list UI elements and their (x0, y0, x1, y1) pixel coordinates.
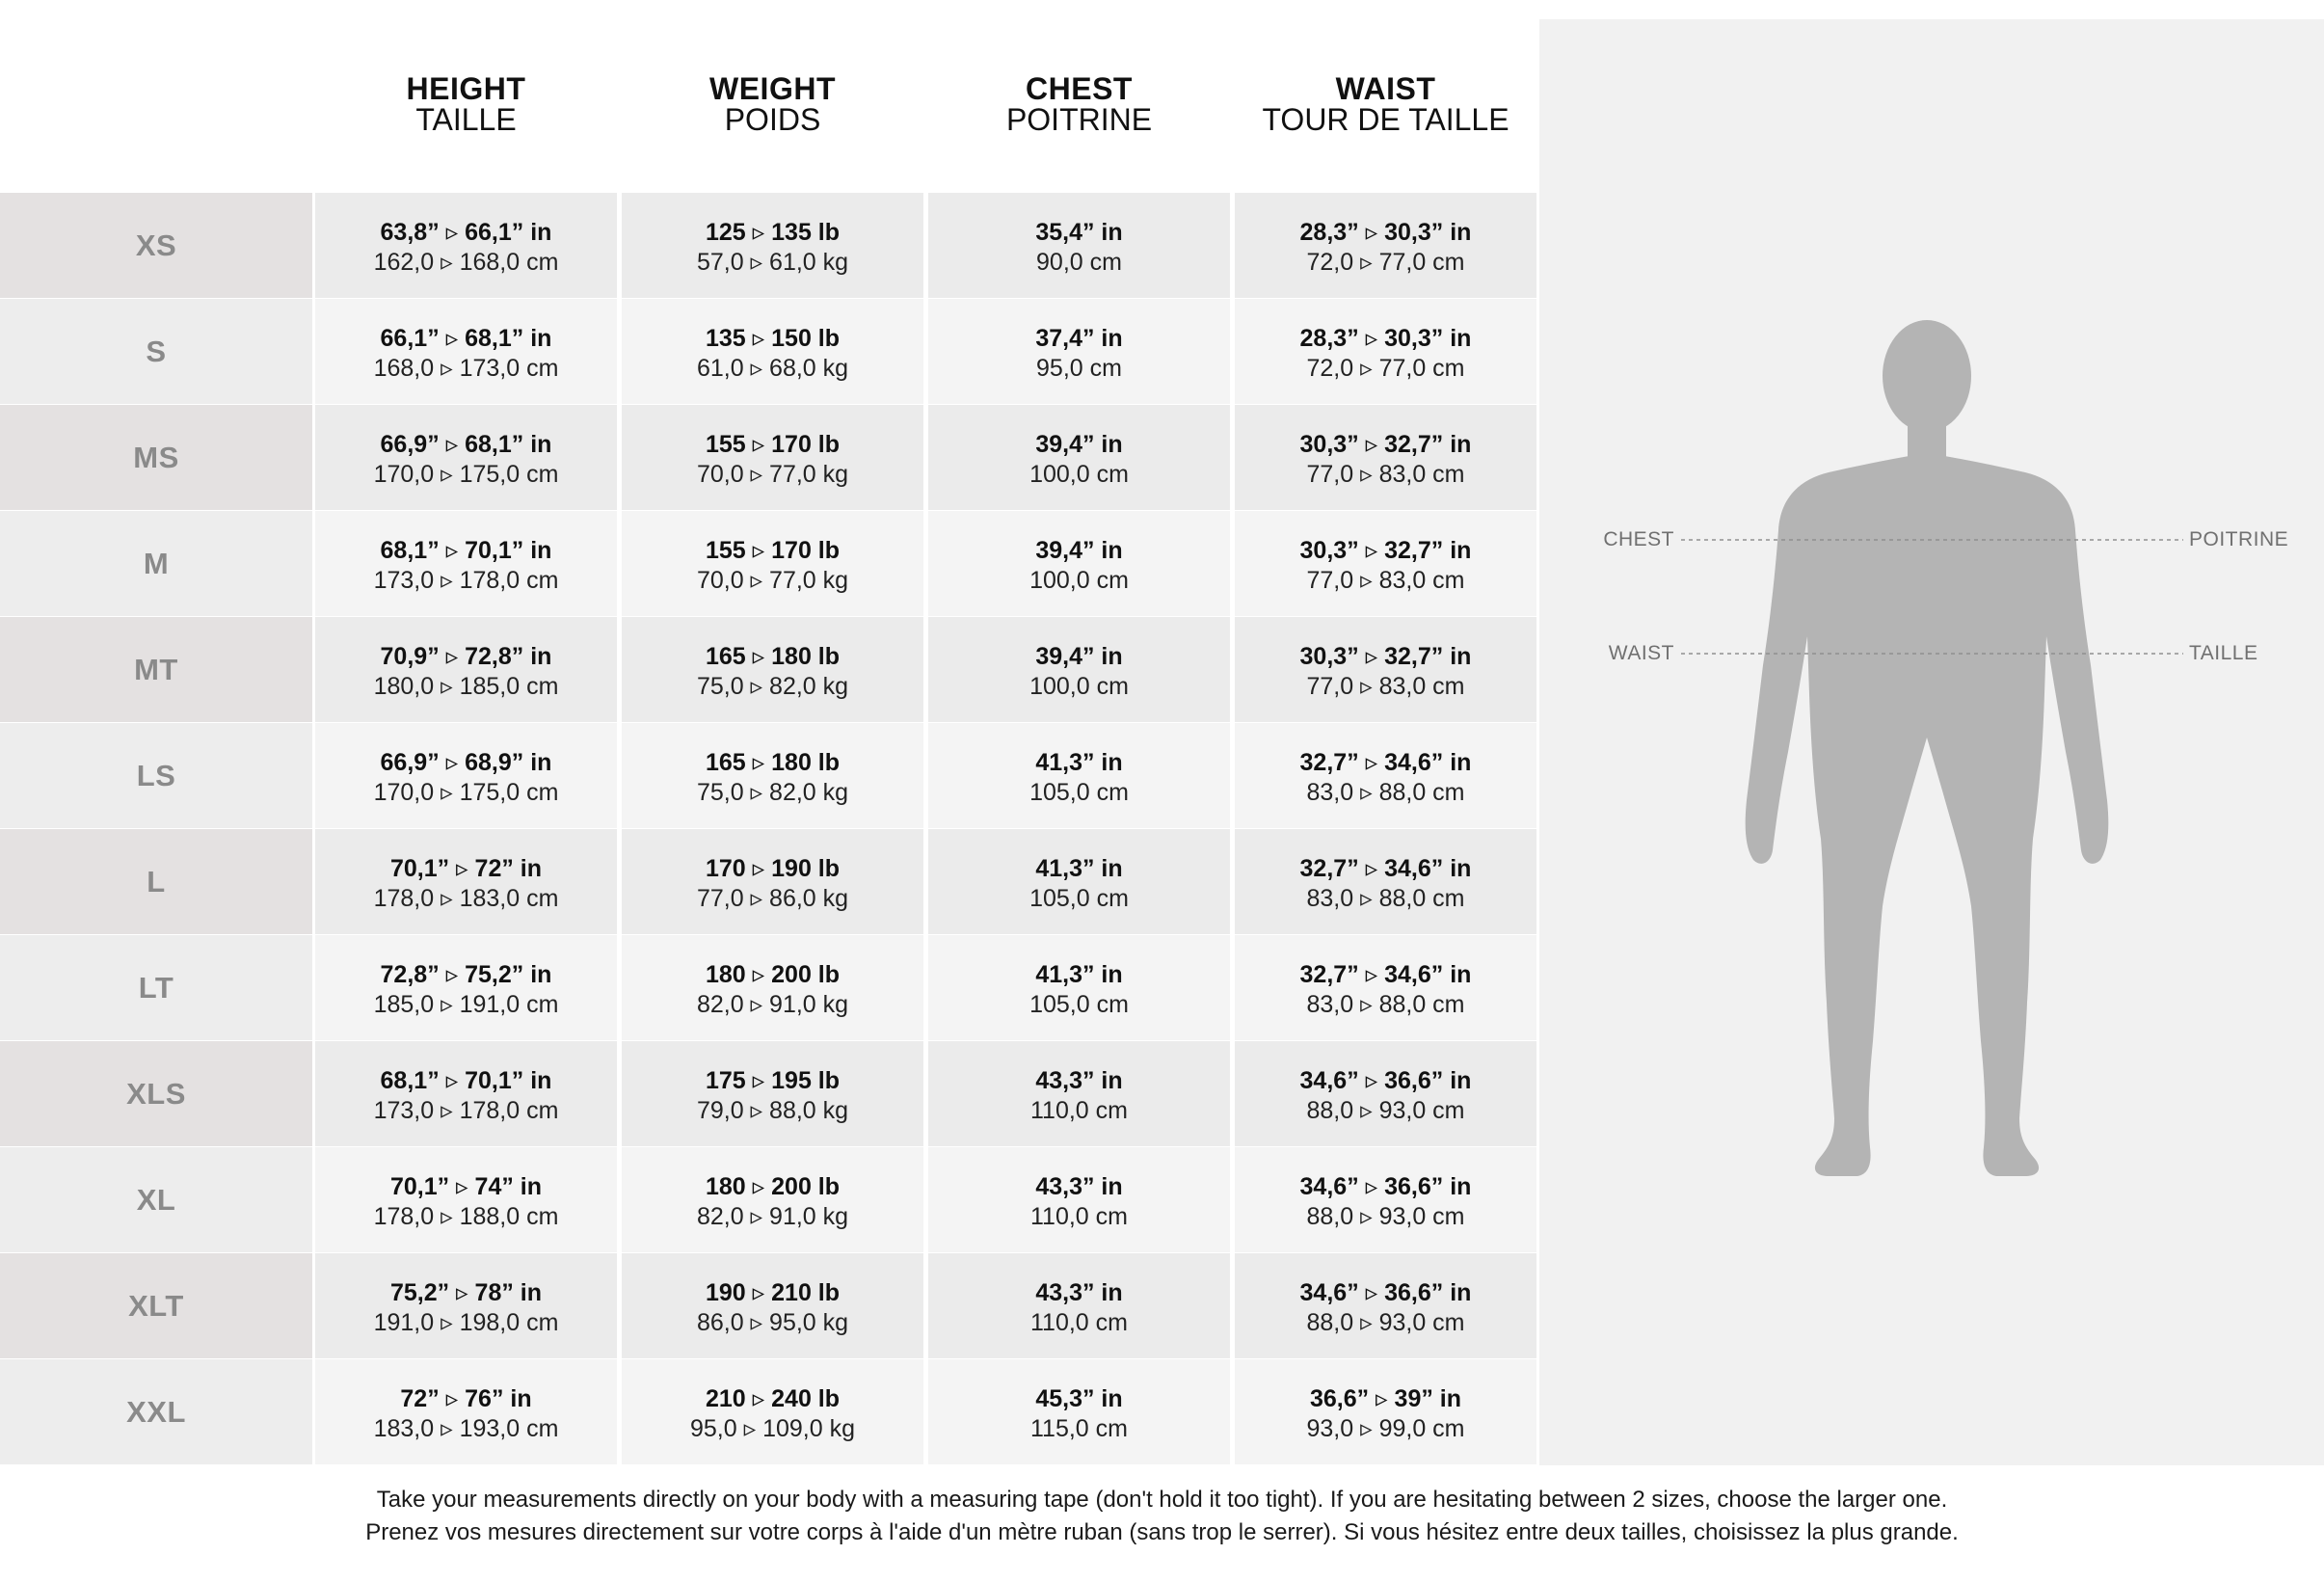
table-row (0, 1041, 1539, 1146)
metric-value: 100,0 cm (1029, 673, 1129, 700)
metric-value: 82,0 ▹ 91,0 kg (696, 991, 849, 1018)
metric-value: 100,0 cm (1029, 567, 1129, 594)
imperial-value: 34,6” ▹ 36,6” in (1299, 1173, 1472, 1200)
imperial-value: 125 ▹ 135 lb (705, 219, 841, 246)
imperial-value: 43,3” in (1035, 1067, 1123, 1094)
imperial-value: 30,3” ▹ 32,7” in (1299, 537, 1472, 564)
column-header-en: WEIGHT (709, 71, 836, 106)
metric-value: 185,0 ▹ 191,0 cm (373, 991, 559, 1018)
metric-value: 178,0 ▹ 183,0 cm (373, 885, 559, 912)
size-label: S (146, 335, 167, 368)
table-cell (928, 1147, 1230, 1252)
imperial-value: 66,9” ▹ 68,9” in (380, 749, 552, 776)
imperial-value: 72,8” ▹ 75,2” in (380, 961, 552, 988)
table-cell (928, 617, 1230, 722)
size-cell (0, 617, 312, 722)
imperial-value: 32,7” ▹ 34,6” in (1299, 855, 1472, 882)
metric-value: 168,0 ▹ 173,0 cm (373, 355, 559, 382)
table-cell (315, 405, 617, 510)
metric-value: 115,0 cm (1030, 1415, 1128, 1442)
imperial-value: 28,3” ▹ 30,3” in (1299, 219, 1472, 246)
table-cell (315, 935, 617, 1040)
metric-value: 77,0 ▹ 83,0 cm (1306, 673, 1465, 700)
imperial-value: 210 ▹ 240 lb (705, 1385, 841, 1412)
imperial-value: 165 ▹ 180 lb (705, 643, 841, 670)
table-row (0, 405, 1539, 510)
metric-value: 72,0 ▹ 77,0 cm (1306, 355, 1465, 382)
metric-value: 162,0 ▹ 168,0 cm (373, 249, 559, 276)
table-cell (928, 299, 1230, 404)
table-cell (622, 1253, 923, 1358)
table-cell (315, 193, 617, 298)
metric-value: 110,0 cm (1030, 1203, 1128, 1230)
table-cell (315, 723, 617, 828)
imperial-value: 30,3” ▹ 32,7” in (1299, 643, 1472, 670)
imperial-value: 70,1” ▹ 72” in (389, 855, 543, 882)
table-cell (1235, 935, 1536, 1040)
size-cell (0, 511, 312, 616)
table-cell (622, 193, 923, 298)
size-cell (0, 723, 312, 828)
size-label: LS (136, 759, 176, 792)
table-row (0, 829, 1539, 934)
table-cell (928, 193, 1230, 298)
size-label: MT (134, 653, 178, 686)
size-cell (0, 193, 312, 298)
imperial-value: 155 ▹ 170 lb (705, 537, 841, 564)
size-label: XXL (126, 1395, 186, 1429)
size-cell (0, 1253, 312, 1358)
column-header-fr: POIDS (724, 102, 821, 137)
column-header-en: WAIST (1335, 71, 1436, 106)
table-cell (1235, 511, 1536, 616)
imperial-value: 39,4” in (1035, 643, 1123, 670)
imperial-value: 39,4” in (1035, 431, 1123, 458)
metric-value: 77,0 ▹ 83,0 cm (1306, 461, 1465, 488)
table-cell (928, 723, 1230, 828)
table-cell (315, 511, 617, 616)
size-cell (0, 405, 312, 510)
imperial-value: 70,1” ▹ 74” in (389, 1173, 543, 1200)
column-header-en: HEIGHT (406, 71, 526, 106)
imperial-value: 180 ▹ 200 lb (705, 1173, 841, 1200)
table-cell (928, 1359, 1230, 1464)
size-label: XLT (128, 1289, 184, 1323)
imperial-value: 135 ▹ 150 lb (705, 325, 841, 352)
table-cell (928, 405, 1230, 510)
imperial-value: 35,4” in (1035, 219, 1123, 246)
metric-value: 170,0 ▹ 175,0 cm (373, 461, 559, 488)
table-cell (315, 1253, 617, 1358)
figure-panel (1539, 19, 2324, 1465)
metric-value: 83,0 ▹ 88,0 cm (1306, 885, 1465, 912)
table-cell (1235, 723, 1536, 828)
metric-value: 178,0 ▹ 188,0 cm (373, 1203, 559, 1230)
imperial-value: 32,7” ▹ 34,6” in (1299, 961, 1472, 988)
waist-label-fr: TAILLE (2189, 642, 2258, 664)
imperial-value: 36,6” ▹ 39” in (1309, 1385, 1462, 1412)
metric-value: 173,0 ▹ 178,0 cm (373, 1097, 559, 1124)
column-header (315, 73, 617, 150)
imperial-value: 155 ▹ 170 lb (705, 431, 841, 458)
imperial-value: 75,2” ▹ 78” in (389, 1279, 543, 1306)
size-label: L (147, 865, 166, 898)
size-label: LT (138, 971, 174, 1005)
metric-value: 105,0 cm (1029, 991, 1129, 1018)
imperial-value: 43,3” in (1035, 1173, 1123, 1200)
footnote-en: Take your measurements directly on your body with a measuring tape (don't hold it too tight). If you are hesitating between 2 sizes, choose the larger one. (376, 1487, 1948, 1513)
table-cell (622, 829, 923, 934)
table-cell (928, 1253, 1230, 1358)
body-silhouette-icon (1539, 19, 2324, 1465)
metric-value: 183,0 ▹ 193,0 cm (373, 1415, 559, 1442)
imperial-value: 72” ▹ 76” in (400, 1385, 532, 1412)
column-header-en: CHEST (1026, 71, 1133, 106)
table-cell (622, 299, 923, 404)
column-header (1235, 73, 1536, 150)
imperial-value: 66,9” ▹ 68,1” in (380, 431, 552, 458)
imperial-value: 68,1” ▹ 70,1” in (380, 1067, 552, 1094)
metric-value: 57,0 ▹ 61,0 kg (696, 249, 849, 276)
table-cell (622, 617, 923, 722)
metric-value: 170,0 ▹ 175,0 cm (373, 779, 559, 806)
table-cell (1235, 1041, 1536, 1146)
table-row (0, 299, 1539, 404)
metric-value: 70,0 ▹ 77,0 kg (696, 461, 849, 488)
size-cell (0, 1359, 312, 1464)
metric-value: 90,0 cm (1036, 249, 1122, 276)
size-label: M (143, 547, 170, 580)
table-cell (928, 511, 1230, 616)
metric-value: 75,0 ▹ 82,0 kg (696, 779, 849, 806)
imperial-value: 41,3” in (1035, 749, 1123, 776)
table-row (0, 511, 1539, 616)
imperial-value: 28,3” ▹ 30,3” in (1299, 325, 1472, 352)
table-cell (315, 299, 617, 404)
table-cell (1235, 829, 1536, 934)
metric-value: 86,0 ▹ 95,0 kg (696, 1309, 849, 1336)
table-cell (1235, 193, 1536, 298)
metric-value: 95,0 ▹ 109,0 kg (689, 1415, 855, 1442)
metric-value: 88,0 ▹ 93,0 cm (1306, 1309, 1465, 1336)
table-row (0, 193, 1539, 298)
table-row (0, 1147, 1539, 1252)
imperial-value: 30,3” ▹ 32,7” in (1299, 431, 1472, 458)
column-header (622, 73, 923, 150)
imperial-value: 180 ▹ 200 lb (705, 961, 841, 988)
imperial-value: 32,7” ▹ 34,6” in (1299, 749, 1472, 776)
table-cell (622, 723, 923, 828)
metric-value: 105,0 cm (1029, 779, 1129, 806)
table-cell (315, 617, 617, 722)
imperial-value: 41,3” in (1035, 855, 1123, 882)
size-label: XS (135, 228, 177, 262)
column-header (928, 73, 1230, 150)
imperial-value: 37,4” in (1035, 325, 1123, 352)
table-cell (622, 1147, 923, 1252)
imperial-value: 63,8” ▹ 66,1” in (380, 219, 552, 246)
table-cell (315, 829, 617, 934)
size-label: XLS (126, 1077, 186, 1111)
table-cell (622, 405, 923, 510)
metric-value: 173,0 ▹ 178,0 cm (373, 567, 559, 594)
table-cell (315, 1147, 617, 1252)
metric-value: 95,0 cm (1036, 355, 1122, 382)
table-cell (622, 1359, 923, 1464)
size-cell (0, 299, 312, 404)
table-cell (315, 1359, 617, 1464)
table-cell (622, 935, 923, 1040)
size-label: XL (136, 1183, 176, 1217)
table-row (0, 1359, 1539, 1464)
imperial-value: 34,6” ▹ 36,6” in (1299, 1067, 1472, 1094)
chest-label-fr: POITRINE (2189, 528, 2289, 550)
column-header-fr: TOUR DE TAILLE (1262, 102, 1509, 137)
column-header-fr: POITRINE (1005, 102, 1153, 137)
metric-value: 93,0 ▹ 99,0 cm (1306, 1415, 1465, 1442)
size-cell (0, 1041, 312, 1146)
metric-value: 70,0 ▹ 77,0 kg (696, 567, 849, 594)
metric-value: 105,0 cm (1029, 885, 1129, 912)
imperial-value: 70,9” ▹ 72,8” in (380, 643, 552, 670)
imperial-value: 41,3” in (1035, 961, 1123, 988)
column-header-fr: TAILLE (415, 102, 517, 137)
metric-value: 88,0 ▹ 93,0 cm (1306, 1097, 1465, 1124)
table-row (0, 617, 1539, 722)
metric-value: 83,0 ▹ 88,0 cm (1306, 991, 1465, 1018)
table-cell (622, 1041, 923, 1146)
metric-value: 110,0 cm (1030, 1097, 1128, 1124)
metric-value: 110,0 cm (1030, 1309, 1128, 1336)
table-cell (1235, 617, 1536, 722)
metric-value: 75,0 ▹ 82,0 kg (696, 673, 849, 700)
metric-value: 72,0 ▹ 77,0 cm (1306, 249, 1465, 276)
metric-value: 191,0 ▹ 198,0 cm (373, 1309, 559, 1336)
metric-value: 82,0 ▹ 91,0 kg (696, 1203, 849, 1230)
size-label: MS (133, 441, 179, 474)
metric-value: 180,0 ▹ 185,0 cm (373, 673, 559, 700)
imperial-value: 68,1” ▹ 70,1” in (380, 537, 552, 564)
table-cell (928, 1041, 1230, 1146)
size-cell (0, 935, 312, 1040)
table-cell (928, 935, 1230, 1040)
table-cell (1235, 299, 1536, 404)
table-cell (1235, 1359, 1536, 1464)
table-row (0, 723, 1539, 828)
table-row (0, 1253, 1539, 1358)
imperial-value: 39,4” in (1035, 537, 1123, 564)
metric-value: 100,0 cm (1029, 461, 1129, 488)
metric-value: 77,0 ▹ 86,0 kg (696, 885, 849, 912)
imperial-value: 165 ▹ 180 lb (705, 749, 841, 776)
imperial-value: 190 ▹ 210 lb (705, 1279, 841, 1306)
table-cell (928, 829, 1230, 934)
table-cell (315, 1041, 617, 1146)
imperial-value: 45,3” in (1035, 1385, 1123, 1412)
size-cell (0, 829, 312, 934)
waist-label-en: WAIST (1608, 642, 1674, 664)
table-cell (1235, 1147, 1536, 1252)
metric-value: 79,0 ▹ 88,0 kg (696, 1097, 849, 1124)
imperial-value: 43,3” in (1035, 1279, 1123, 1306)
table-cell (1235, 1253, 1536, 1358)
size-cell (0, 1147, 312, 1252)
imperial-value: 170 ▹ 190 lb (705, 855, 841, 882)
table-row (0, 935, 1539, 1040)
table-cell (622, 511, 923, 616)
chest-label-en: CHEST (1603, 528, 1674, 550)
imperial-value: 34,6” ▹ 36,6” in (1299, 1279, 1472, 1306)
metric-value: 77,0 ▹ 83,0 cm (1306, 567, 1465, 594)
metric-value: 83,0 ▹ 88,0 cm (1306, 779, 1465, 806)
table-cell (1235, 405, 1536, 510)
footnote-fr: Prenez vos mesures directement sur votre corps à l'aide d'un mètre ruban (sans trop le serrer). Si vous hésitez entre deux tailles, choisissez la plus grande. (365, 1519, 1959, 1545)
imperial-value: 66,1” ▹ 68,1” in (380, 325, 552, 352)
metric-value: 88,0 ▹ 93,0 cm (1306, 1203, 1465, 1230)
metric-value: 61,0 ▹ 68,0 kg (696, 355, 849, 382)
imperial-value: 175 ▹ 195 lb (705, 1067, 841, 1094)
